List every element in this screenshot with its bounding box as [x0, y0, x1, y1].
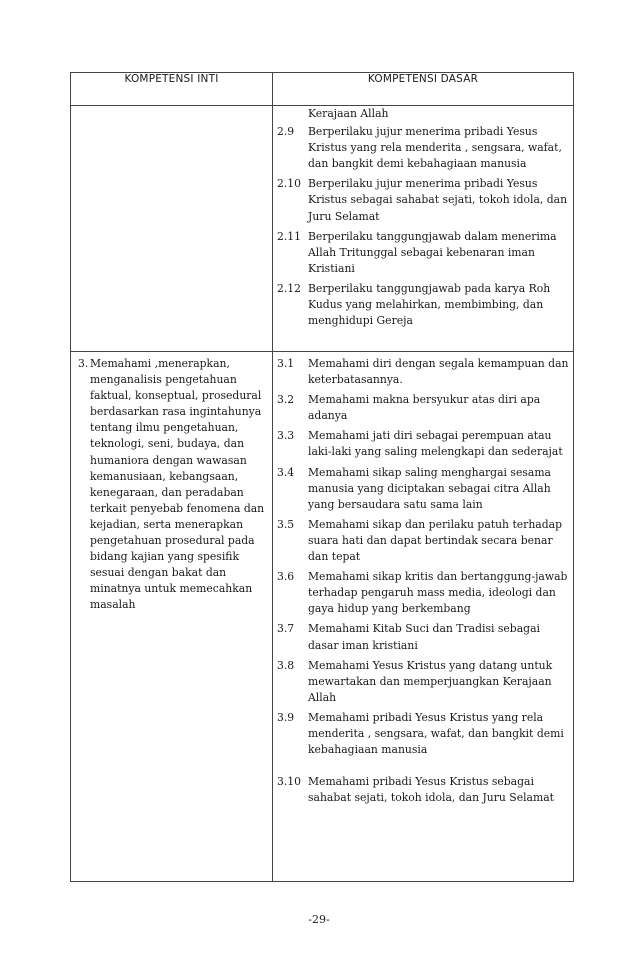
kd-text: Memahami Kitab Suci dan Tradisi sebagai dasar iman kristiani [308, 622, 540, 652]
kd-text: Memahami sikap kritis dan bertanggung-jawab terhadap pengaruh mass media, ideologi dan gaya hidup yang berkembang [308, 570, 568, 616]
kd-item [277, 710, 569, 758]
kd-number: 3.8 [277, 658, 295, 672]
kd-cell [273, 106, 574, 352]
kd-number: 3.4 [277, 465, 295, 479]
competency-table [70, 72, 574, 882]
kd-number: 3.1 [277, 357, 295, 370]
kd-text: Berperilaku tanggungjawab pada karya Roh Kudus yang melahirkan, membimbing, dan menghidupi Gereja [308, 281, 551, 328]
kd-number: 3.2 [277, 393, 295, 407]
kd-text: Berperilaku tanggungjawab dalam menerima Allah Tritunggal sebagai kebenaran iman Kristiani [308, 229, 557, 275]
kd-item [277, 281, 569, 329]
kd-text: Memahami sikap saling menghargai sesama manusia yang diciptakan sebagai citra Allah yang bersaudara satu sama lain [308, 465, 551, 511]
table-row [71, 352, 574, 882]
kd-text: Memahami jati diri sebagai perempuan atau laki-laki yang saling melengkapi dan sederajat [308, 429, 563, 459]
kd-number [277, 106, 308, 122]
kd-number: 3.3 [277, 429, 295, 443]
kd-text: Kerajaan Allah [308, 107, 389, 120]
kd-text: Memahami Yesus Kristus yang datang untuk mewartakan dan memperjuangkan Kerajaan Allah [308, 658, 553, 704]
table-row [71, 106, 574, 352]
kd-item [277, 229, 569, 277]
kd-number: 2.10 [277, 177, 302, 191]
table-header-row [71, 73, 574, 106]
ki-cell-empty [71, 106, 273, 352]
kd-item [277, 569, 569, 617]
kd-number: 2.9 [277, 125, 295, 139]
kd-cell [273, 352, 574, 882]
kd-item [277, 392, 569, 424]
kd-text: Memahami makna bersyukur atas diri apa adanya [308, 393, 541, 423]
kd-item [277, 356, 569, 388]
kd-item [277, 124, 569, 172]
kd-item [277, 176, 569, 224]
kd-item [277, 774, 569, 806]
ki-text: Memahami ,menerapkan, menganalisis pengetahuan faktual, konseptual, prosedural berdasarkan rasa ingintahunya tentang ilmu pengetahuan, teknologi, seni, budaya, dan humaniora dengan wawasan kemanusiaan, kebangsaan, kenegaraan, dan peradaban terkait penyebab fenomena dan kejadian, serta menerapkan pengetahuan prosedural pada bidang kajian yang spesifik sesuai dengan bakat dan minatnya untuk memecahkan masalah [90, 357, 265, 612]
kd-text: Memahami diri dengan segala kemampuan dan keterbatasannya. [308, 357, 569, 387]
kd-text: Berperilaku jujur menerima pribadi Yesus Kristus yang rela menderita , sengsara, wafat, dan bangkit demi kebahagiaan manusia [308, 125, 562, 171]
kd-item [277, 658, 569, 706]
kd-item [277, 517, 569, 565]
kd-number: 2.11 [277, 229, 302, 243]
kd-number: 3.9 [277, 710, 295, 724]
kd-text: Berperilaku jujur menerima pribadi Yesus Kristus sebagai sahabat sejati, tokoh idola, dan Juru Selamat [308, 177, 568, 223]
page-number: -29- [308, 913, 330, 926]
kd-item [277, 465, 569, 513]
header-kompetensi-dasar: KOMPETENSI DASAR [273, 73, 574, 106]
kd-text: Memahami pribadi Yesus Kristus sebagai sahabat sejati, tokoh idola, dan Juru Selamat [308, 775, 554, 805]
ki-number: 3. [78, 357, 89, 370]
kd-number: 3.6 [277, 570, 295, 584]
kd-text: Memahami sikap dan perilaku patuh terhadap suara hati dan dapat bertindak secara benar dan tepat [308, 517, 562, 564]
kd-item [277, 621, 569, 653]
kd-number: 3.7 [277, 622, 295, 636]
header-kompetensi-inti: KOMPETENSI INTI [71, 73, 273, 106]
kd-number: 2.12 [277, 281, 302, 295]
kd-number: 3.10 [277, 775, 302, 789]
kd-number: 3.5 [277, 517, 295, 531]
kd-text: Memahami pribadi Yesus Kristus yang rela menderita , sengsara, wafat, dan bangkit demi kebahagiaan manusia [308, 710, 564, 757]
ki-cell [71, 352, 273, 882]
kd-item [277, 106, 569, 122]
kd-item [277, 428, 569, 460]
